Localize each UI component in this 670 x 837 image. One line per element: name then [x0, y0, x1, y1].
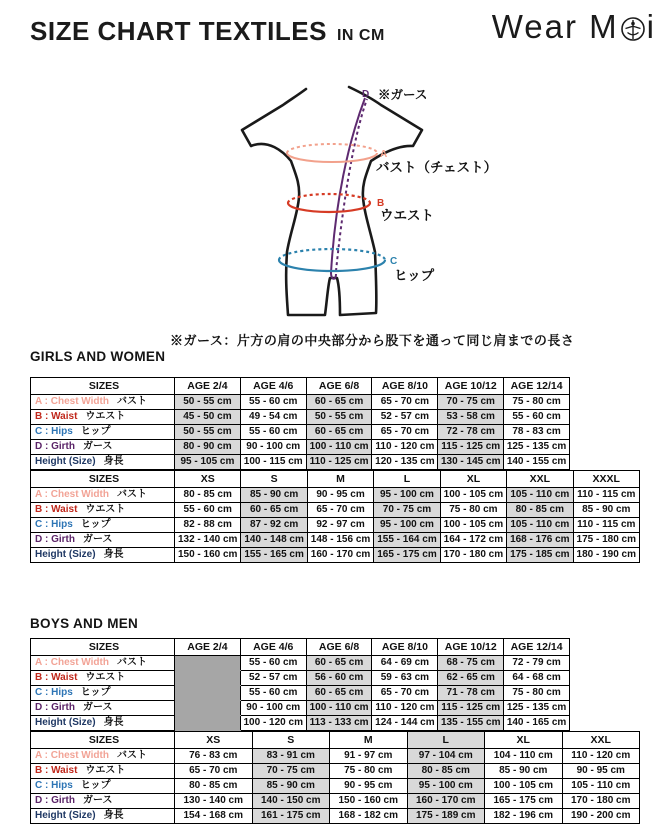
measure-label-en: C : Hips [35, 780, 73, 792]
column-header: XL [485, 732, 563, 749]
size-value-cell: 161 - 175 cm [252, 809, 330, 824]
size-value-cell: 164 - 172 cm [440, 533, 506, 548]
size-value-cell: 140 - 165 cm [504, 716, 570, 731]
size-value-cell: 90 - 95 cm [330, 779, 408, 794]
table-header-row [31, 471, 640, 488]
measure-label-jp: バスト [116, 750, 147, 762]
measure-label-jp: ヒップ [80, 687, 111, 699]
column-header: XXL [562, 732, 640, 749]
size-value-cell: 148 - 156 cm [307, 533, 373, 548]
size-value-cell: 190 - 200 cm [562, 809, 640, 824]
column-header: XS [175, 732, 253, 749]
row-label [31, 716, 175, 731]
measure-label-en: Height (Size) [35, 810, 96, 822]
measure-label-en: D : Girth [35, 702, 75, 714]
measure-label-jp: ヒップ [80, 780, 111, 792]
column-header: M [330, 732, 408, 749]
brand-logo-text-right: i [646, 8, 656, 45]
sizes-header: SIZES [31, 732, 175, 749]
size-value-cell: 50 - 55 cm [306, 410, 372, 425]
table-row [31, 488, 640, 503]
measure-label-en: B : Waist [35, 765, 78, 777]
size-value-cell: 59 - 63 cm [372, 671, 438, 686]
table-row [31, 533, 640, 548]
brand-logo-text-left: Wear M [491, 8, 619, 45]
measure-label-jp: バスト [116, 489, 147, 501]
measure-label-jp: ガース [83, 795, 113, 807]
row-label [31, 533, 175, 548]
page-title-suffix: IN CM [336, 27, 385, 44]
table-row [31, 518, 640, 533]
column-header: AGE 12/14 [504, 639, 570, 656]
size-value-cell: 72 - 79 cm [504, 656, 570, 671]
brand-logo [492, 8, 656, 46]
row-label [31, 764, 175, 779]
size-value-cell: 110 - 115 cm [573, 518, 639, 533]
size-value-cell: 150 - 160 cm [330, 794, 408, 809]
size-value-cell: 82 - 88 cm [175, 518, 241, 533]
size-value-cell: 55 - 60 cm [240, 656, 306, 671]
measure-label-jp: ウエスト [85, 765, 126, 777]
row-label [31, 455, 175, 470]
sizes-header: SIZES [31, 639, 175, 656]
size-value-cell: 90 - 100 cm [240, 440, 306, 455]
boys-size-table [30, 731, 640, 824]
table-row [31, 716, 570, 731]
size-value-cell: 62 - 65 cm [438, 671, 504, 686]
row-label [31, 686, 175, 701]
measure-label-en: B : Waist [35, 672, 78, 684]
measurement-diagram [228, 83, 498, 333]
measure-label-en: C : Hips [35, 687, 73, 699]
size-value-cell: 110 - 120 cm [562, 749, 640, 764]
column-header: AGE 4/6 [240, 639, 306, 656]
measure-label-jp: ウエスト [85, 411, 126, 423]
table-row [31, 686, 570, 701]
size-value-cell: 175 - 185 cm [507, 548, 573, 563]
size-value-cell: 85 - 90 cm [485, 764, 563, 779]
row-label [31, 809, 175, 824]
page-title: SIZE CHART TEXTILES [30, 16, 327, 46]
size-value-cell: 97 - 104 cm [407, 749, 485, 764]
size-value-cell: 100 - 105 cm [485, 779, 563, 794]
measure-label-en: A : Chest Width [35, 489, 109, 501]
size-value-cell: 45 - 50 cm [175, 410, 241, 425]
size-value-cell: 160 - 170 cm [307, 548, 373, 563]
measure-label-jp: ウエスト [85, 504, 126, 516]
size-value-cell: 100 - 110 cm [306, 440, 372, 455]
table-header-row [31, 378, 570, 395]
measure-label-en: D : Girth [35, 795, 75, 807]
size-value-cell [175, 701, 241, 716]
size-value-cell: 72 - 78 cm [438, 425, 504, 440]
size-value-cell [175, 686, 241, 701]
size-value-cell: 53 - 58 cm [438, 410, 504, 425]
size-value-cell: 100 - 105 cm [440, 518, 506, 533]
measure-label-jp: 身長 [103, 549, 124, 561]
size-value-cell: 55 - 60 cm [175, 503, 241, 518]
measure-label-en: Height (Size) [35, 549, 96, 561]
row-label [31, 749, 175, 764]
size-value-cell: 100 - 120 cm [240, 716, 306, 731]
column-header: AGE 10/12 [438, 639, 504, 656]
column-header: XL [440, 471, 506, 488]
girls-age-table [30, 377, 570, 470]
size-value-cell: 65 - 70 cm [372, 425, 438, 440]
size-value-cell: 105 - 110 cm [562, 779, 640, 794]
size-value-cell: 55 - 60 cm [240, 686, 306, 701]
size-value-cell: 50 - 55 cm [175, 395, 241, 410]
table-header-row [31, 639, 570, 656]
size-value-cell: 105 - 110 cm [507, 488, 573, 503]
size-value-cell: 100 - 115 cm [240, 455, 306, 470]
row-label [31, 410, 175, 425]
table-row [31, 455, 570, 470]
size-value-cell: 70 - 75 cm [438, 395, 504, 410]
row-label [31, 656, 175, 671]
measure-label-jp: 身長 [103, 810, 124, 822]
table-row [31, 395, 570, 410]
column-header: M [307, 471, 373, 488]
size-value-cell: 70 - 75 cm [374, 503, 440, 518]
size-value-cell: 60 - 65 cm [306, 395, 372, 410]
size-value-cell: 175 - 189 cm [407, 809, 485, 824]
row-label [31, 503, 175, 518]
measure-label-jp: 身長 [103, 717, 124, 729]
size-value-cell: 125 - 135 cm [504, 440, 570, 455]
girth-top-label: ※ガース [378, 88, 428, 102]
size-value-cell: 55 - 60 cm [240, 425, 306, 440]
size-value-cell: 60 - 65 cm [241, 503, 307, 518]
size-value-cell: 65 - 70 cm [372, 686, 438, 701]
size-value-cell: 90 - 95 cm [562, 764, 640, 779]
size-value-cell: 85 - 90 cm [241, 488, 307, 503]
section-title-boys: BOYS AND MEN [30, 616, 139, 631]
column-header: AGE 6/8 [306, 378, 372, 395]
girth-note: ※ガース：片方の肩の中央部分から股下を通って同じ肩までの長さ [170, 333, 575, 348]
size-value-cell: 91 - 97 cm [330, 749, 408, 764]
size-value-cell: 135 - 155 cm [438, 716, 504, 731]
column-header: AGE 2/4 [175, 639, 241, 656]
row-label [31, 440, 175, 455]
size-value-cell: 155 - 165 cm [241, 548, 307, 563]
measure-label-en: Height (Size) [35, 717, 96, 729]
size-value-cell: 75 - 80 cm [504, 686, 570, 701]
column-header: AGE 2/4 [175, 378, 241, 395]
measure-label-jp: ガース [83, 441, 113, 453]
size-value-cell: 68 - 75 cm [438, 656, 504, 671]
column-header: L [407, 732, 485, 749]
size-value-cell: 130 - 140 cm [175, 794, 253, 809]
size-value-cell: 140 - 148 cm [241, 533, 307, 548]
size-value-cell: 90 - 95 cm [307, 488, 373, 503]
table-header-row [31, 732, 640, 749]
size-value-cell: 80 - 85 cm [507, 503, 573, 518]
size-value-cell: 64 - 69 cm [372, 656, 438, 671]
hips-label: ヒップ [394, 268, 435, 283]
size-value-cell: 125 - 135 cm [504, 701, 570, 716]
size-value-cell: 132 - 140 cm [175, 533, 241, 548]
point-b-label: B [377, 198, 385, 209]
table-row [31, 503, 640, 518]
size-value-cell: 64 - 68 cm [504, 671, 570, 686]
size-value-cell: 60 - 65 cm [306, 425, 372, 440]
size-value-cell [175, 671, 241, 686]
measure-label-en: C : Hips [35, 519, 73, 531]
size-value-cell: 70 - 75 cm [252, 764, 330, 779]
table-row [31, 809, 640, 824]
measure-label-jp: バスト [116, 396, 147, 408]
column-header: L [374, 471, 440, 488]
table-row [31, 440, 570, 455]
size-value-cell: 100 - 110 cm [306, 701, 372, 716]
size-value-cell: 80 - 90 cm [175, 440, 241, 455]
measure-label-jp: ヒップ [80, 426, 111, 438]
sizes-header: SIZES [31, 471, 175, 488]
size-value-cell: 115 - 125 cm [438, 440, 504, 455]
waist-label: ウエスト [380, 208, 434, 223]
measure-label-en: A : Chest Width [35, 657, 109, 669]
size-value-cell: 115 - 125 cm [438, 701, 504, 716]
size-value-cell: 80 - 85 cm [175, 488, 241, 503]
size-value-cell [175, 656, 241, 671]
size-value-cell: 56 - 60 cm [306, 671, 372, 686]
size-value-cell: 182 - 196 cm [485, 809, 563, 824]
size-value-cell: 160 - 170 cm [407, 794, 485, 809]
size-value-cell: 76 - 83 cm [175, 749, 253, 764]
size-value-cell: 168 - 182 cm [330, 809, 408, 824]
size-value-cell: 92 - 97 cm [307, 518, 373, 533]
column-header: AGE 12/14 [504, 378, 570, 395]
row-label [31, 701, 175, 716]
row-label [31, 395, 175, 410]
size-value-cell: 95 - 100 cm [374, 518, 440, 533]
row-label [31, 488, 175, 503]
row-label [31, 671, 175, 686]
size-value-cell: 75 - 80 cm [440, 503, 506, 518]
size-value-cell: 55 - 60 cm [504, 410, 570, 425]
row-label [31, 548, 175, 563]
point-c-label: C [390, 256, 398, 267]
size-value-cell: 85 - 90 cm [252, 779, 330, 794]
table-row [31, 410, 570, 425]
table-row [31, 779, 640, 794]
size-value-cell: 50 - 55 cm [175, 425, 241, 440]
size-value-cell: 140 - 150 cm [252, 794, 330, 809]
size-value-cell: 52 - 57 cm [372, 410, 438, 425]
size-value-cell: 170 - 180 cm [440, 548, 506, 563]
size-value-cell: 60 - 65 cm [306, 656, 372, 671]
size-value-cell: 80 - 85 cm [175, 779, 253, 794]
size-value-cell: 110 - 120 cm [372, 440, 438, 455]
size-value-cell: 155 - 164 cm [374, 533, 440, 548]
size-value-cell: 175 - 180 cm [573, 533, 639, 548]
size-value-cell: 80 - 85 cm [407, 764, 485, 779]
size-value-cell: 120 - 135 cm [372, 455, 438, 470]
size-value-cell: 87 - 92 cm [241, 518, 307, 533]
size-value-cell: 95 - 100 cm [407, 779, 485, 794]
measure-label-en: Height (Size) [35, 456, 96, 468]
size-value-cell: 65 - 70 cm [175, 764, 253, 779]
size-value-cell: 105 - 110 cm [507, 518, 573, 533]
size-value-cell: 75 - 80 cm [330, 764, 408, 779]
measure-label-en: B : Waist [35, 411, 78, 423]
size-value-cell: 52 - 57 cm [240, 671, 306, 686]
size-value-cell: 124 - 144 cm [372, 716, 438, 731]
size-value-cell: 130 - 145 cm [438, 455, 504, 470]
size-value-cell: 110 - 120 cm [372, 701, 438, 716]
size-value-cell: 180 - 190 cm [573, 548, 639, 563]
size-value-cell: 65 - 70 cm [372, 395, 438, 410]
column-header: AGE 10/12 [438, 378, 504, 395]
table-row [31, 701, 570, 716]
measure-label-en: A : Chest Width [35, 750, 109, 762]
size-value-cell: 168 - 176 cm [507, 533, 573, 548]
size-value-cell: 60 - 65 cm [306, 686, 372, 701]
measure-label-en: B : Waist [35, 504, 78, 516]
size-value-cell: 83 - 91 cm [252, 749, 330, 764]
column-header: S [252, 732, 330, 749]
size-value-cell: 85 - 90 cm [573, 503, 639, 518]
size-value-cell: 55 - 60 cm [240, 395, 306, 410]
measure-label-jp: ヒップ [80, 519, 111, 531]
measure-label-en: A : Chest Width [35, 396, 109, 408]
size-value-cell: 110 - 125 cm [306, 455, 372, 470]
measure-label-jp: 身長 [103, 456, 124, 468]
chest-label: バスト（チェスト） [376, 160, 498, 175]
row-label [31, 794, 175, 809]
size-value-cell: 100 - 105 cm [440, 488, 506, 503]
column-header: S [241, 471, 307, 488]
size-value-cell: 90 - 100 cm [240, 701, 306, 716]
measure-label-jp: ウエスト [85, 672, 126, 684]
size-value-cell: 110 - 115 cm [573, 488, 639, 503]
size-value-cell: 71 - 78 cm [438, 686, 504, 701]
point-a-label: A [380, 149, 388, 160]
size-value-cell: 170 - 180 cm [562, 794, 640, 809]
table-row [31, 749, 640, 764]
size-value-cell: 65 - 70 cm [307, 503, 373, 518]
column-header: XXXL [573, 471, 639, 488]
boys-age-table [30, 638, 570, 731]
girls-size-table [30, 470, 640, 563]
size-value-cell: 165 - 175 cm [374, 548, 440, 563]
measure-label-en: D : Girth [35, 534, 75, 546]
sizes-header: SIZES [31, 378, 175, 395]
section-title-girls: GIRLS AND WOMEN [30, 349, 166, 364]
size-value-cell: 78 - 83 cm [504, 425, 570, 440]
row-label [31, 779, 175, 794]
size-value-cell: 140 - 155 cm [504, 455, 570, 470]
size-value-cell: 49 - 54 cm [240, 410, 306, 425]
column-header: AGE 4/6 [240, 378, 306, 395]
size-value-cell: 95 - 105 cm [175, 455, 241, 470]
size-value-cell: 165 - 175 cm [485, 794, 563, 809]
column-header: XXL [507, 471, 573, 488]
dancer-emblem-icon [620, 16, 646, 42]
column-header: AGE 8/10 [372, 378, 438, 395]
size-value-cell [175, 716, 241, 731]
table-row [31, 764, 640, 779]
point-d-label: D [362, 89, 370, 100]
table-row [31, 656, 570, 671]
table-row [31, 425, 570, 440]
column-header: AGE 6/8 [306, 639, 372, 656]
size-value-cell: 75 - 80 cm [504, 395, 570, 410]
row-label [31, 518, 175, 533]
size-value-cell: 104 - 110 cm [485, 749, 563, 764]
size-value-cell: 95 - 100 cm [374, 488, 440, 503]
measure-label-en: D : Girth [35, 441, 75, 453]
measure-label-jp: ガース [83, 702, 113, 714]
size-value-cell: 154 - 168 cm [175, 809, 253, 824]
page-header [30, 16, 385, 47]
size-value-cell: 150 - 160 cm [175, 548, 241, 563]
measure-label-en: C : Hips [35, 426, 73, 438]
column-header: AGE 8/10 [372, 639, 438, 656]
table-row [31, 671, 570, 686]
size-value-cell: 113 - 133 cm [306, 716, 372, 731]
measure-label-jp: バスト [116, 657, 147, 669]
table-row [31, 794, 640, 809]
column-header: XS [175, 471, 241, 488]
measure-label-jp: ガース [83, 534, 113, 546]
row-label [31, 425, 175, 440]
table-row [31, 548, 640, 563]
